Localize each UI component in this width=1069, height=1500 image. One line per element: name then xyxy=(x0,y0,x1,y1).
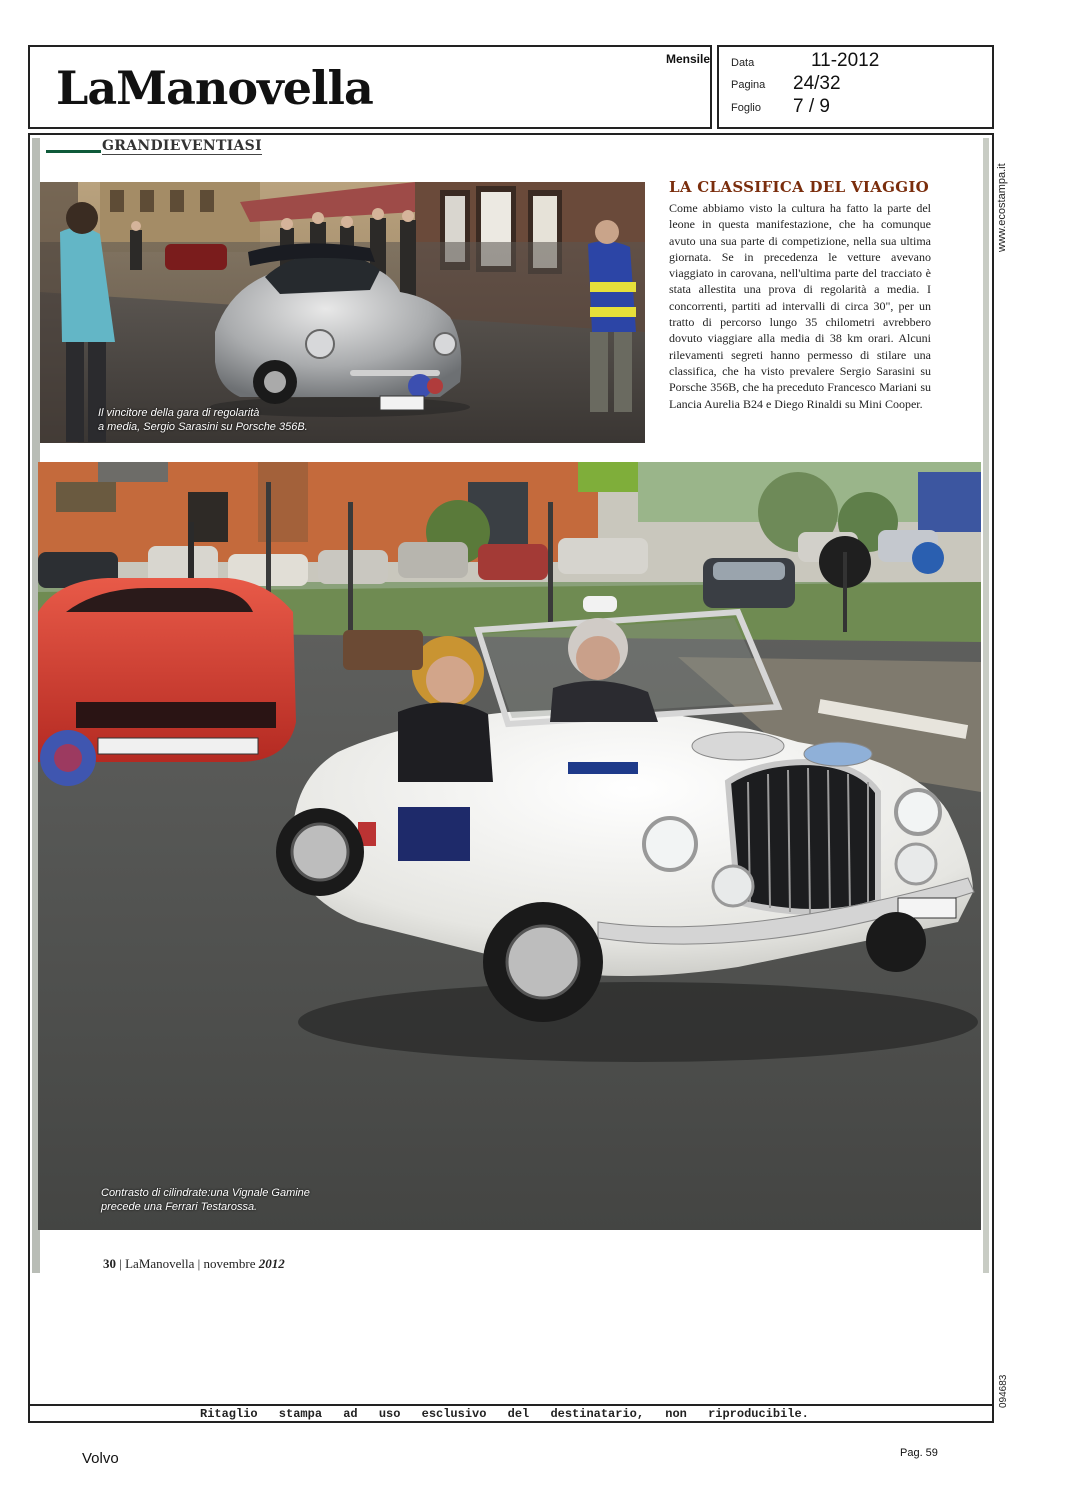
pagina-value: 24/32 xyxy=(793,73,841,94)
photo1-caption-line1: Il vincitore della gara di regolarità xyxy=(98,407,260,419)
issue-info-box xyxy=(717,45,994,129)
article-title: LA CLASSIFICA DEL VIAGGIO xyxy=(669,178,930,196)
footer-month: novembre xyxy=(203,1256,256,1271)
page-footer xyxy=(103,1256,285,1272)
page-edge-shadow-right xyxy=(983,138,989,1273)
section-accent-line xyxy=(46,150,101,153)
clipping-notice: Ritaglio stampa ad uso esclusivo del destinatario, non riproducibile. xyxy=(200,1407,809,1421)
photo1-caption-line2: a media, Sergio Sarasini su Porsche 356B. xyxy=(98,421,308,433)
photo-gamine-illustration xyxy=(38,462,981,1230)
side-code-vertical xyxy=(993,1360,1011,1410)
footer-sep2: | xyxy=(197,1256,204,1271)
notice-rule xyxy=(28,1404,994,1406)
frequency-label: Mensile xyxy=(666,52,711,66)
data-value: 11-2012 xyxy=(811,50,880,71)
pagina-label: Pagina xyxy=(731,79,766,91)
photo-vignale-gamine xyxy=(38,462,981,1230)
photo-porsche-illustration xyxy=(40,182,645,443)
archive-page-number: Pag. 59 xyxy=(900,1447,938,1459)
photo2-caption-line1: Contrasto di cilindrate:una Vignale Gamine xyxy=(101,1187,310,1199)
photo2-caption xyxy=(101,1186,310,1214)
data-label: Data xyxy=(731,57,755,69)
masthead-box xyxy=(28,45,712,129)
photo-porsche-356b xyxy=(40,182,645,443)
footer-sep1: | xyxy=(119,1256,126,1271)
foglio-value: 7 / 9 xyxy=(793,96,830,117)
magazine-logo: LaManovella xyxy=(56,61,373,115)
foglio-label: Foglio xyxy=(731,102,761,114)
footer-page-number: 30 xyxy=(103,1256,116,1271)
side-code-text: 094683 xyxy=(998,1374,1009,1408)
footer-magazine: LaManovella xyxy=(125,1256,195,1271)
footer-year: 2012 xyxy=(258,1256,285,1271)
side-url-text: www.ecostampa.it xyxy=(996,163,1008,252)
article-body: Come abbiamo visto la cultura ha fatto la parte del leone in questa manifestazione, che ha comunque avuto una sua parte di competizione, nella sua ultima giornata. Se in precedenza le vetture avevano viaggiato in carovana, nell'ultima parte del tracciato è stata allestita una prova di regolarità a media. I concorrenti, partiti ad intervalli di circa 30", per un tratto di percorso lungo 35 chilometri avrebbero dovuto viaggiare alla media di 38 km orari. Alcuni rilevamenti segreti hanno permesso di stilare una classifica, che ha visto prevalere Sergio Sarasini su Porsche 356B, che ha preceduto Francesco Mariani su Lancia Aurelia B24 e Diego Rinaldi su Mini Cooper. xyxy=(669,201,931,411)
client-name: Volvo xyxy=(82,1450,119,1467)
side-url-vertical xyxy=(989,146,1011,256)
photo2-caption-line2: precede una Ferrari Testarossa. xyxy=(101,1201,258,1213)
section-title: GRANDIEVENTIASI xyxy=(102,138,262,154)
photo1-caption xyxy=(98,406,308,434)
